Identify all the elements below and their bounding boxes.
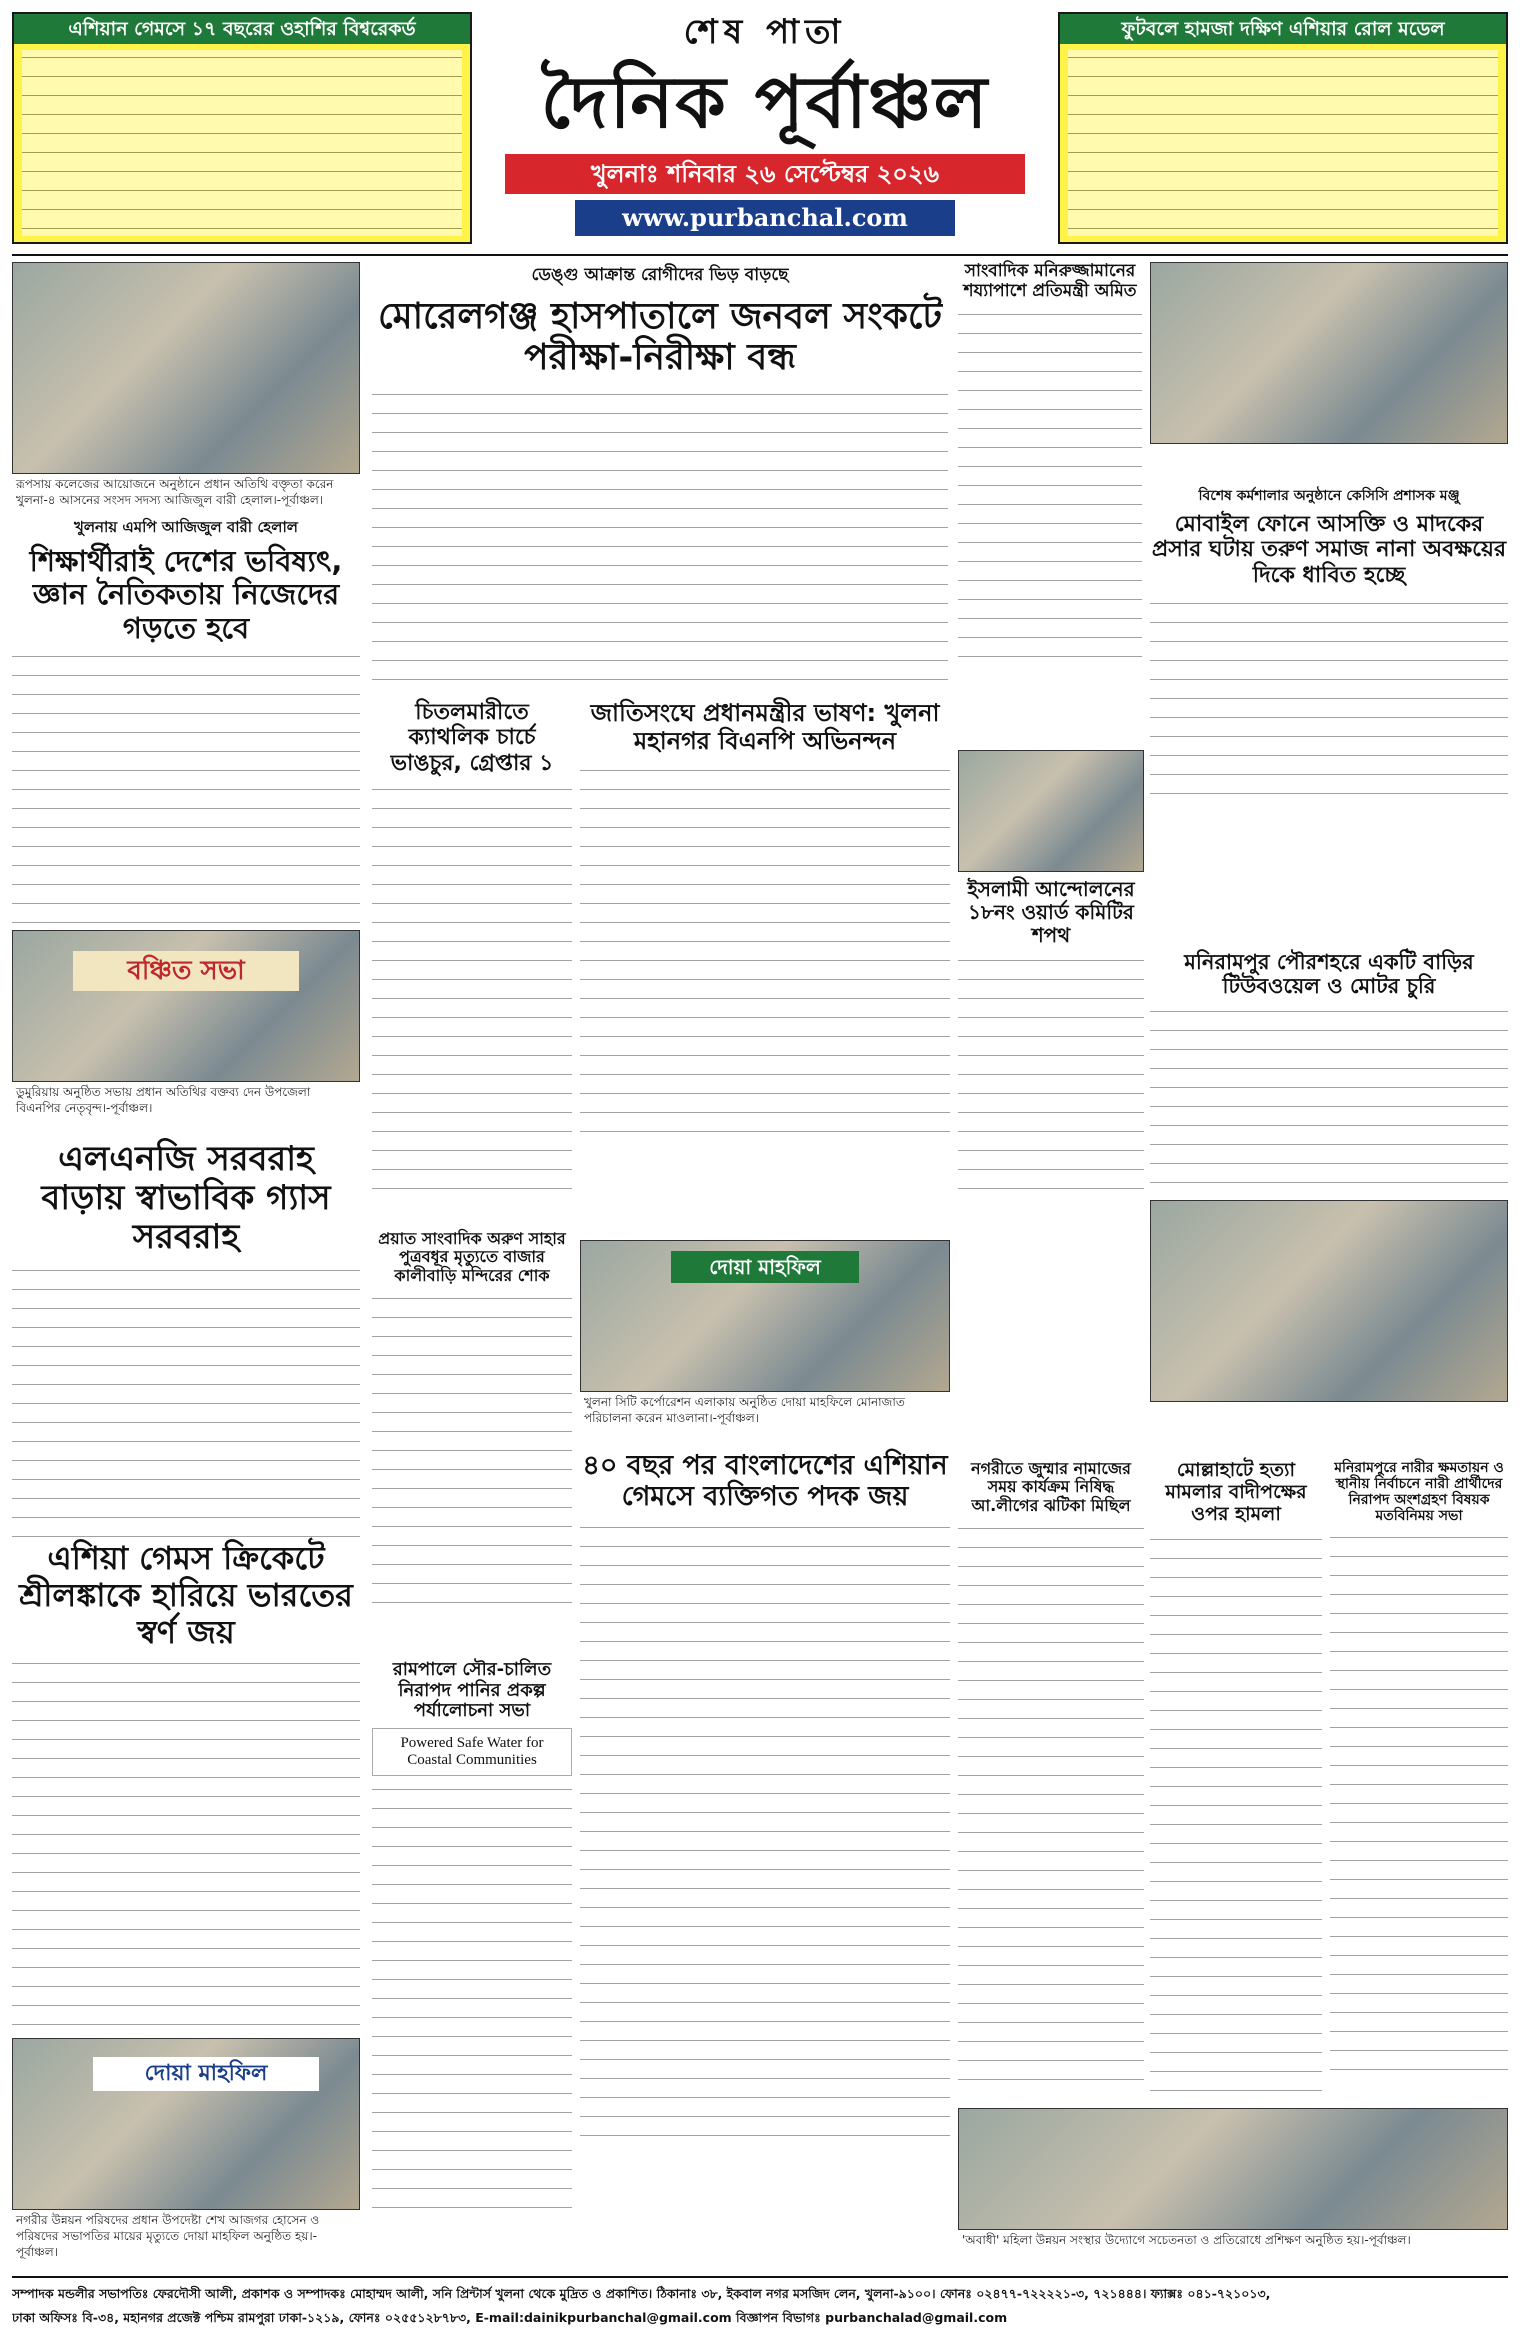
vanchito-caption: ডুমুরিয়ায় অনুষ্ঠিত সভায় প্রধান অতিথির বক্তব্য দেন উপজেলা বিএনপির নেতৃবৃন্দ।-পূর্বাঞ্চল। bbox=[16, 1085, 311, 1115]
doa-caption: খুলনা সিটি কর্পোরেশন এলাকায় অনুষ্ঠিত দোয়া মাহফিলে মোনাজাত পরিচালনা করেন মাওলানা।-পূর্বাঞ্চল। bbox=[584, 1395, 905, 1425]
lng-body bbox=[12, 1263, 360, 1553]
bottom-right-photo bbox=[958, 2108, 1508, 2230]
vanchito-photo bbox=[12, 930, 360, 1082]
masthead-title: দৈনিক পূর্বাঞ্চল bbox=[540, 60, 990, 144]
right-photo bbox=[1150, 1200, 1508, 1402]
rampal-insert: Powered Safe Water for Coastal Communities bbox=[372, 1728, 572, 1776]
church-headline: চিতলমারীতে ক্যাথলিক চার্চে ভাঙচুর, গ্রেপ্তার ১ bbox=[390, 700, 554, 776]
islami-photo bbox=[958, 750, 1144, 872]
story-islami bbox=[958, 750, 1144, 1190]
mobile-photo bbox=[1150, 262, 1508, 444]
footer-divider bbox=[12, 2276, 1508, 2278]
islami-body bbox=[958, 953, 1144, 1193]
top-left-text bbox=[14, 44, 470, 244]
story-doa bbox=[580, 1240, 950, 1440]
mollahat-headline: মোল্লাহাটে হত্যা মামলার বাদীপক্ষের ওপর হামলা bbox=[1165, 1459, 1307, 1525]
footer-line-1: সম্পাদক মন্ডলীর সভাপতিঃ ফেরদৌসী আলী, প্রকাশক ও সম্পাদকঃ মোহাম্মদ আলী, সনি প্রিন্টার্স খুলনা থেকে মুদ্রিত ও প্রকাশিত। ঠিকানাঃ ৩৮, ইকবাল নগর মসজিদ লেন, খুলনা-৯১০০। ফোনঃ ০২৪৭৭-৭২২২২১-৩, ৭২১৪৪৪। ফ্যাক্সঃ ০৪১-৭২১০১৩, bbox=[12, 2286, 1271, 2301]
masthead bbox=[485, 10, 1045, 242]
arun-body bbox=[372, 1291, 572, 1621]
top-right-headline: ফুটবলে হামজা দক্ষিণ এশিয়ার রোল মডেল bbox=[1060, 14, 1506, 44]
lng-headline: এলএনজি সরবরাহ বাড়ায় স্বাভাবিক গ্যাস সরবরাহ bbox=[41, 1139, 331, 1258]
top-right-story bbox=[1058, 12, 1508, 244]
rampal-headline: রামপালে সৌর-চালিত নিরাপদ পানির প্রকল্প পর্যালোচনা সভা bbox=[392, 1659, 552, 1722]
islami-headline: ইসলামী আন্দোলনের ১৮নং ওয়ার্ড কমিটির শপথ bbox=[967, 877, 1135, 947]
hospital-headline: মোরেলগঞ্জ হাসপাতালে জনবল সংকটে পরীক্ষা-নিরীক্ষা বন্ধ bbox=[378, 296, 942, 379]
journalist-headline: সাংবাদিক মনিরুজ্জামানের শয্যাপাশে প্রতিমন্ত্রী অমিত bbox=[963, 261, 1137, 301]
vanchito-banner: বঞ্চিত সভা bbox=[73, 951, 299, 991]
top-left-story bbox=[12, 12, 472, 244]
un-speech-body bbox=[580, 763, 950, 1143]
story-rampal bbox=[372, 1660, 572, 2260]
story-cricket bbox=[12, 1540, 360, 2030]
un-speech-headline: জাতিসংঘে প্রধানমন্ত্রীর ভাষণ: খুলনা মহানগর বিএনপি অভিনন্দন bbox=[590, 699, 940, 755]
story-church bbox=[372, 700, 572, 1220]
asian-games-body bbox=[580, 1520, 950, 2140]
jumma-headline: নগরীতে জুম্মার নামাজের সময় কার্যক্রম নিষিদ্ধ আ.লীগের ঝটিকা মিছিল bbox=[971, 1459, 1131, 1515]
hospital-body bbox=[372, 387, 948, 687]
education-headline: শিক্ষার্থীরাই দেশের ভবিষ্যৎ, জ্ঞান নৈতিকতায় নিজেদের গড়তে হবে bbox=[29, 544, 343, 645]
story-women bbox=[1330, 1460, 1508, 2100]
story-arun bbox=[372, 1230, 572, 1650]
asian-games-headline: ৪০ বছর পর বাংলাদেশের এশিয়ান গেমসে ব্যক্তিগত পদক জয় bbox=[582, 1450, 948, 1513]
story-hospital bbox=[372, 262, 948, 682]
story-bottom-left bbox=[12, 2038, 360, 2268]
bottom-left-banner: দোয়া মাহফিল bbox=[93, 2057, 319, 2091]
mobile-kicker: বিশেষ কর্মশালার অনুষ্ঠানে কেসিসি প্রশাসক মঞ্জু bbox=[1198, 488, 1460, 504]
doa-photo bbox=[580, 1240, 950, 1392]
story-vanchito bbox=[12, 930, 360, 1130]
mollahat-body bbox=[1150, 1532, 1322, 2092]
story-asian-games bbox=[580, 1450, 950, 2170]
top-right-text bbox=[1060, 44, 1506, 244]
mobile-body bbox=[1150, 596, 1508, 796]
story-un-speech bbox=[580, 700, 950, 1160]
story-education bbox=[12, 262, 360, 922]
doa-banner: দোয়া মাহফিল bbox=[671, 1251, 859, 1283]
masthead-top-label: শেষ পাতা bbox=[683, 12, 847, 52]
hospital-kicker: ডেঙ্গু আক্রান্ত রোগীদের ভিড় বাড়ছে bbox=[531, 265, 789, 285]
journalist-body bbox=[958, 307, 1142, 667]
bottom-left-caption: নগরীর উন্নয়ন পরিষদের প্রধান উপদেষ্টা শেখ আজগর হোসেন ও পরিষদের সভাপতির মায়ের মৃত্যুতে দোয়া মাহফিল অনুষ্ঠিত হয়।-পূর্বাঞ্চল। bbox=[16, 2213, 320, 2259]
education-kicker: খুলনায় এমপি আজিজুল বারী হেলাল bbox=[74, 518, 298, 536]
story-right-photo bbox=[1150, 1200, 1508, 1430]
masthead-dateline: খুলনাঃ শনিবার ২৬ সেপ্টেম্বর ২০২৬ bbox=[505, 154, 1025, 194]
story-bottom-right bbox=[958, 2108, 1508, 2268]
mobile-headline: মোবাইল ফোনে আসক্তি ও মাদকের প্রসার ঘটায় তরুণ সমাজ নানা অবক্ষয়ের দিকে ধাবিত হচ্ছে bbox=[1151, 512, 1507, 588]
story-mollahat bbox=[1150, 1460, 1322, 2100]
story-lng bbox=[12, 1140, 360, 1530]
tubewell-headline: মনিরামপুর পৌরশহরে একটি বাড়ির টিউবওয়েল ও মোটর চুরি bbox=[1184, 950, 1474, 999]
cricket-body bbox=[12, 1656, 360, 2046]
rampal-body bbox=[372, 1782, 572, 2222]
cricket-headline: এশিয়া গেমস ক্রিকেটে শ্রীলঙ্কাকে হারিয়ে ভারতের স্বর্ণ জয় bbox=[19, 1539, 353, 1651]
footer bbox=[12, 2282, 1508, 2334]
education-caption: রূপসায় কলেজের আয়োজনে অনুষ্ঠানে প্রধান অতিথি বক্তৃতা করেন খুলনা-৪ আসনের সংসদ সদস্য আজিজুল বারী হেলাল।-পূর্বাঞ্চল। bbox=[16, 477, 334, 507]
bottom-right-caption: 'অবাধী' মহিলা উন্নয়ন সংস্থার উদ্যোগে সচেতনতা ও প্রতিরোধে প্রশিক্ষণ অনুষ্ঠিত হয়।-পূর্বাঞ্চল। bbox=[962, 2233, 1411, 2247]
story-jumma bbox=[958, 1460, 1144, 2100]
education-body bbox=[12, 649, 360, 949]
story-journalist bbox=[958, 262, 1142, 692]
jumma-body bbox=[958, 1521, 1144, 2081]
arun-headline: প্রয়াত সাংবাদিক অরুণ সাহার পুত্রবধূর মৃত্যুতে বাজার কালীবাড়ি মন্দিরের শোক bbox=[378, 1229, 566, 1285]
footer-line-2: ঢাকা অফিসঃ বি-৩৪, মহানগর প্রজেক্ট পশ্চিম রামপুরা ঢাকা-১২১৯, ফোনঃ ০২৫৫১২৮৭৮৩, E-mail:dainikpurbanchal@gmail.com বিজ্ঞাপন বিভাগঃ purbanchalad@gmail.com bbox=[12, 2310, 1008, 2325]
women-headline: মনিরামপুরে নারীর ক্ষমতায়ন ও স্থানীয় নির্বাচনে নারী প্রার্থীদের নিরাপদ অংশগ্রহণ বিষয়ক মতবিনিময় সভা bbox=[1334, 1460, 1504, 1525]
top-divider bbox=[12, 254, 1508, 256]
bottom-left-photo bbox=[12, 2038, 360, 2210]
education-photo bbox=[12, 262, 360, 474]
church-body bbox=[372, 782, 572, 1202]
masthead-website[interactable]: www.purbanchal.com bbox=[575, 200, 955, 236]
women-body bbox=[1330, 1530, 1508, 2070]
story-mobile bbox=[1150, 262, 1508, 822]
top-left-headline: এশিয়ান গেমসে ১৭ বছরের ওহাশির বিশ্বরেকর্ড bbox=[14, 14, 470, 44]
